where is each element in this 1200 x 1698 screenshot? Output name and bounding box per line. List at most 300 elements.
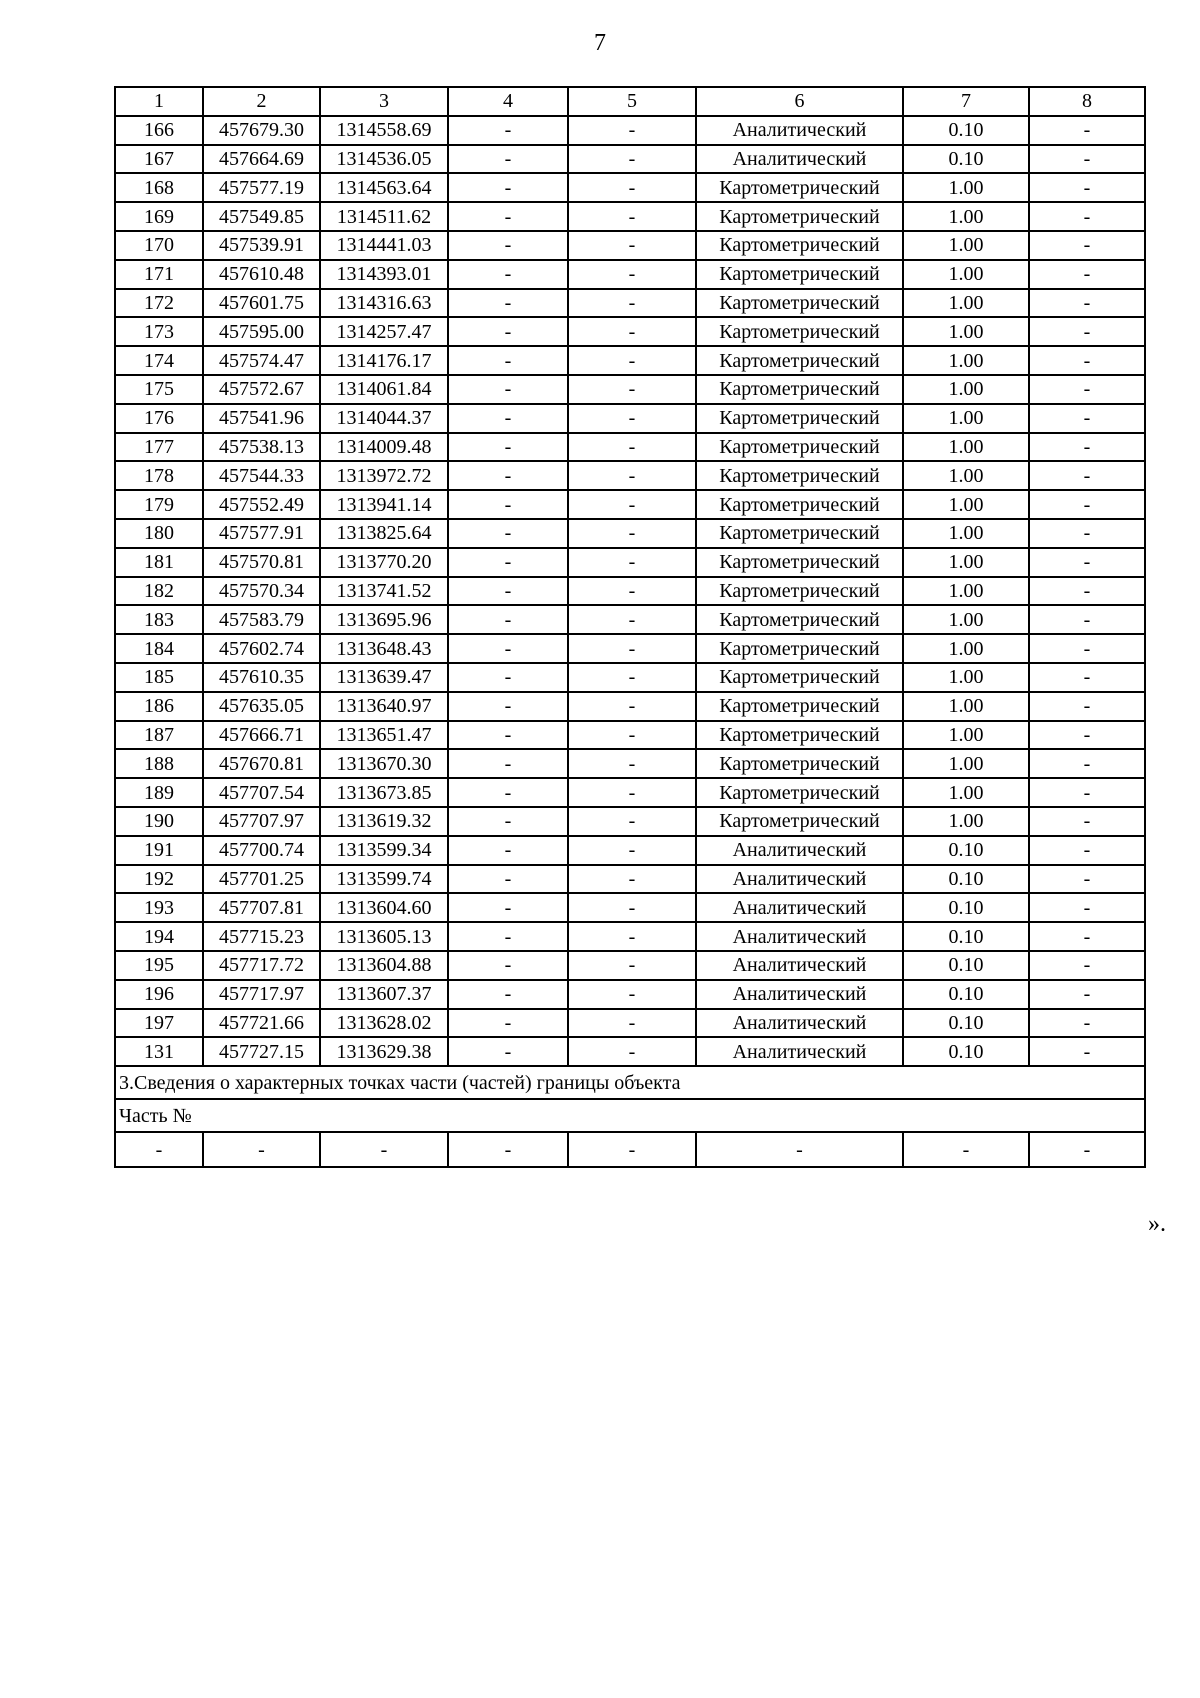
table-cell: 457572.67 bbox=[203, 375, 320, 404]
table-cell: - bbox=[1029, 577, 1145, 606]
table-cell: 1314441.03 bbox=[320, 231, 448, 260]
table-cell: 1.00 bbox=[903, 231, 1029, 260]
table-cell: - bbox=[448, 721, 568, 750]
table-row bbox=[115, 519, 1145, 548]
table-cell: Аналитический bbox=[696, 116, 903, 145]
table-cell: - bbox=[568, 721, 696, 750]
table-cell: 183 bbox=[115, 605, 203, 634]
table-cell: 167 bbox=[115, 145, 203, 174]
table-cell: 457570.34 bbox=[203, 577, 320, 606]
table-cell: - bbox=[1029, 605, 1145, 634]
table-cell: 131 bbox=[115, 1037, 203, 1066]
table-cell: Аналитический bbox=[696, 893, 903, 922]
table-cell: - bbox=[1029, 461, 1145, 490]
table-cell: - bbox=[568, 1009, 696, 1038]
empty-part-row bbox=[115, 1132, 1145, 1167]
table-cell: - bbox=[448, 116, 568, 145]
table-cell: - bbox=[1029, 202, 1145, 231]
table-cell: 1.00 bbox=[903, 202, 1029, 231]
table-row bbox=[115, 346, 1145, 375]
table-cell: 197 bbox=[115, 1009, 203, 1038]
table-cell: 1.00 bbox=[903, 346, 1029, 375]
table-cell: Картометрический bbox=[696, 749, 903, 778]
table-cell: Картометрический bbox=[696, 692, 903, 721]
table-row bbox=[115, 663, 1145, 692]
table-cell: - bbox=[1029, 1009, 1145, 1038]
table-cell: - bbox=[1029, 116, 1145, 145]
table-cell: 1314257.47 bbox=[320, 317, 448, 346]
table-cell: 1314044.37 bbox=[320, 404, 448, 433]
table-cell: - bbox=[448, 663, 568, 692]
table-cell: 457679.30 bbox=[203, 116, 320, 145]
table-cell: - bbox=[448, 865, 568, 894]
table-row bbox=[115, 749, 1145, 778]
table-cell: 457610.48 bbox=[203, 260, 320, 289]
table-cell: - bbox=[1029, 289, 1145, 318]
table-cell: Картометрический bbox=[696, 605, 903, 634]
table-cell: - bbox=[568, 461, 696, 490]
table-row bbox=[115, 548, 1145, 577]
page-number: 7 bbox=[594, 30, 606, 56]
table-cell: - bbox=[1029, 749, 1145, 778]
table-cell: - bbox=[448, 1037, 568, 1066]
table-cell: 175 bbox=[115, 375, 203, 404]
table-cell: - bbox=[448, 922, 568, 951]
table-cell: - bbox=[568, 749, 696, 778]
table-row bbox=[115, 807, 1145, 836]
table-cell: Картометрический bbox=[696, 548, 903, 577]
table-cell: Картометрический bbox=[696, 289, 903, 318]
table-cell: - bbox=[448, 289, 568, 318]
table-cell: - bbox=[1029, 692, 1145, 721]
table-cell: Картометрический bbox=[696, 433, 903, 462]
table-cell: 166 bbox=[115, 116, 203, 145]
table-cell: 0.10 bbox=[903, 865, 1029, 894]
table-cell: - bbox=[448, 317, 568, 346]
table-cell: Картометрический bbox=[696, 634, 903, 663]
table-cell: - bbox=[448, 1009, 568, 1038]
table-cell: Картометрический bbox=[696, 461, 903, 490]
table-cell: 457666.71 bbox=[203, 721, 320, 750]
table-cell: 1314536.05 bbox=[320, 145, 448, 174]
table-cell: 0.10 bbox=[903, 145, 1029, 174]
table-cell: 0.10 bbox=[903, 980, 1029, 1009]
table-cell: - bbox=[448, 749, 568, 778]
table-cell: - bbox=[448, 461, 568, 490]
table-cell: - bbox=[448, 346, 568, 375]
table-row bbox=[115, 433, 1145, 462]
table-cell: - bbox=[1029, 346, 1145, 375]
table-cell: - bbox=[1029, 404, 1145, 433]
table-row bbox=[115, 289, 1145, 318]
table-cell: 457670.81 bbox=[203, 749, 320, 778]
table-cell: - bbox=[448, 202, 568, 231]
table-cell: - bbox=[448, 893, 568, 922]
table-cell: - bbox=[568, 778, 696, 807]
table-cell: 457610.35 bbox=[203, 663, 320, 692]
table-cell: 1313670.30 bbox=[320, 749, 448, 778]
table-cell: Картометрический bbox=[696, 346, 903, 375]
table-cell: Картометрический bbox=[696, 260, 903, 289]
table-cell: Аналитический bbox=[696, 1037, 903, 1066]
table-cell: 0.10 bbox=[903, 893, 1029, 922]
table-cell: 1.00 bbox=[903, 634, 1029, 663]
table-cell: 169 bbox=[115, 202, 203, 231]
table-row bbox=[115, 893, 1145, 922]
table-row bbox=[115, 634, 1145, 663]
table-cell: - bbox=[448, 577, 568, 606]
table-cell: 195 bbox=[115, 951, 203, 980]
table-cell: - bbox=[320, 1132, 448, 1167]
table-cell: 1313607.37 bbox=[320, 980, 448, 1009]
table-cell: - bbox=[568, 865, 696, 894]
table-row bbox=[115, 577, 1145, 606]
table-cell: 457717.97 bbox=[203, 980, 320, 1009]
table-cell: 1.00 bbox=[903, 519, 1029, 548]
table-row bbox=[115, 231, 1145, 260]
table-cell: 457601.75 bbox=[203, 289, 320, 318]
table-cell: 1313648.43 bbox=[320, 634, 448, 663]
table-cell: 1313639.47 bbox=[320, 663, 448, 692]
table-cell: - bbox=[568, 807, 696, 836]
table-cell: - bbox=[1029, 893, 1145, 922]
table-cell: - bbox=[1029, 231, 1145, 260]
table-cell: 1314316.63 bbox=[320, 289, 448, 318]
table-cell: - bbox=[568, 404, 696, 433]
table-row bbox=[115, 778, 1145, 807]
table-cell: 184 bbox=[115, 634, 203, 663]
table-cell: - bbox=[568, 173, 696, 202]
table-row bbox=[115, 317, 1145, 346]
section-title: 3.Сведения о характерных точках части (частей) границы объекта bbox=[115, 1066, 1145, 1099]
table-cell: - bbox=[448, 260, 568, 289]
table-cell: - bbox=[448, 173, 568, 202]
part-label-row bbox=[115, 1099, 1145, 1132]
table-cell: 1314061.84 bbox=[320, 375, 448, 404]
table-cell: - bbox=[1029, 260, 1145, 289]
table-cell: - bbox=[448, 980, 568, 1009]
table-cell: - bbox=[203, 1132, 320, 1167]
table-cell: - bbox=[448, 836, 568, 865]
table-row bbox=[115, 836, 1145, 865]
table-cell: 1.00 bbox=[903, 548, 1029, 577]
table-cell: 1.00 bbox=[903, 749, 1029, 778]
table-cell: - bbox=[448, 605, 568, 634]
table-cell: 1.00 bbox=[903, 778, 1029, 807]
table-cell: 1313673.85 bbox=[320, 778, 448, 807]
table-cell: 191 bbox=[115, 836, 203, 865]
table-cell: 1313972.72 bbox=[320, 461, 448, 490]
table-cell: - bbox=[448, 778, 568, 807]
table-row bbox=[115, 145, 1145, 174]
table-cell: 457544.33 bbox=[203, 461, 320, 490]
table-cell: - bbox=[568, 980, 696, 1009]
table-cell: 186 bbox=[115, 692, 203, 721]
table-cell: Аналитический bbox=[696, 951, 903, 980]
table-cell: 457701.25 bbox=[203, 865, 320, 894]
table-cell: 1313599.74 bbox=[320, 865, 448, 894]
table-cell: - bbox=[1029, 663, 1145, 692]
table-cell: 1313695.96 bbox=[320, 605, 448, 634]
table-cell: 185 bbox=[115, 663, 203, 692]
table-cell: 187 bbox=[115, 721, 203, 750]
table-row bbox=[115, 375, 1145, 404]
table-cell: 193 bbox=[115, 893, 203, 922]
table-row bbox=[115, 404, 1145, 433]
table-cell: Картометрический bbox=[696, 173, 903, 202]
table-cell: 0.10 bbox=[903, 1037, 1029, 1066]
table-cell: - bbox=[448, 807, 568, 836]
table-cell: 190 bbox=[115, 807, 203, 836]
table-cell: - bbox=[568, 951, 696, 980]
table-cell: 1.00 bbox=[903, 260, 1029, 289]
table-cell: - bbox=[568, 346, 696, 375]
table-cell: 1313825.64 bbox=[320, 519, 448, 548]
table-cell: - bbox=[448, 951, 568, 980]
table-cell: Картометрический bbox=[696, 490, 903, 519]
closing-quote-mark: ». bbox=[1148, 1211, 1166, 1237]
table-cell: 457549.85 bbox=[203, 202, 320, 231]
column-header: 3 bbox=[320, 87, 448, 116]
table-cell: 457707.97 bbox=[203, 807, 320, 836]
table-cell: 1.00 bbox=[903, 433, 1029, 462]
table-cell: 192 bbox=[115, 865, 203, 894]
table-row bbox=[115, 461, 1145, 490]
table-cell: 457700.74 bbox=[203, 836, 320, 865]
table-cell: Картометрический bbox=[696, 778, 903, 807]
table-cell: Аналитический bbox=[696, 865, 903, 894]
table-cell: 178 bbox=[115, 461, 203, 490]
table-cell: 1.00 bbox=[903, 317, 1029, 346]
table-cell: - bbox=[1029, 548, 1145, 577]
table-cell: 188 bbox=[115, 749, 203, 778]
table-cell: 1313770.20 bbox=[320, 548, 448, 577]
table-cell: 182 bbox=[115, 577, 203, 606]
table-cell: 457577.91 bbox=[203, 519, 320, 548]
table-cell: - bbox=[448, 231, 568, 260]
table-cell: Аналитический bbox=[696, 922, 903, 951]
table-cell: 457595.00 bbox=[203, 317, 320, 346]
table-cell: 457707.81 bbox=[203, 893, 320, 922]
table-cell: 1314511.62 bbox=[320, 202, 448, 231]
table-cell: - bbox=[448, 433, 568, 462]
column-header: 5 bbox=[568, 87, 696, 116]
table-cell: - bbox=[568, 634, 696, 663]
table-cell: 1313619.32 bbox=[320, 807, 448, 836]
table-cell: - bbox=[1029, 922, 1145, 951]
table-cell: 457635.05 bbox=[203, 692, 320, 721]
table-cell: 1.00 bbox=[903, 490, 1029, 519]
table-cell: - bbox=[1029, 375, 1145, 404]
table-cell: 1314558.69 bbox=[320, 116, 448, 145]
table-cell: - bbox=[568, 548, 696, 577]
table-cell: 457570.81 bbox=[203, 548, 320, 577]
table-cell: - bbox=[568, 605, 696, 634]
table-cell: - bbox=[568, 836, 696, 865]
table-cell: 1313640.97 bbox=[320, 692, 448, 721]
table-cell: 457539.91 bbox=[203, 231, 320, 260]
table-row bbox=[115, 202, 1145, 231]
table-cell: - bbox=[1029, 1037, 1145, 1066]
table-cell: 194 bbox=[115, 922, 203, 951]
table-row bbox=[115, 116, 1145, 145]
table-cell: - bbox=[448, 519, 568, 548]
table-cell: 457664.69 bbox=[203, 145, 320, 174]
table-cell: 457707.54 bbox=[203, 778, 320, 807]
table-cell: - bbox=[568, 490, 696, 519]
column-header: 4 bbox=[448, 87, 568, 116]
table-cell: - bbox=[1029, 836, 1145, 865]
table-cell: 1313941.14 bbox=[320, 490, 448, 519]
table-cell: - bbox=[448, 548, 568, 577]
table-cell: Картометрический bbox=[696, 231, 903, 260]
table-cell: - bbox=[1029, 865, 1145, 894]
table-cell: Картометрический bbox=[696, 807, 903, 836]
table-cell: 180 bbox=[115, 519, 203, 548]
table-cell: - bbox=[568, 289, 696, 318]
table-body bbox=[115, 87, 1145, 1167]
table-cell: - bbox=[568, 116, 696, 145]
table-cell: 173 bbox=[115, 317, 203, 346]
table-cell: 1313599.34 bbox=[320, 836, 448, 865]
table-cell: 457552.49 bbox=[203, 490, 320, 519]
column-header: 8 bbox=[1029, 87, 1145, 116]
table-cell: - bbox=[448, 634, 568, 663]
table-cell: - bbox=[1029, 951, 1145, 980]
table-cell: 457721.66 bbox=[203, 1009, 320, 1038]
table-cell: 1.00 bbox=[903, 663, 1029, 692]
table-cell: 176 bbox=[115, 404, 203, 433]
table-cell: 457538.13 bbox=[203, 433, 320, 462]
table-row bbox=[115, 865, 1145, 894]
table-cell: - bbox=[1029, 1132, 1145, 1167]
table-cell: 457602.74 bbox=[203, 634, 320, 663]
table-cell: 457577.19 bbox=[203, 173, 320, 202]
table-cell: Картометрический bbox=[696, 202, 903, 231]
table-cell: 1314176.17 bbox=[320, 346, 448, 375]
table-cell: Аналитический bbox=[696, 145, 903, 174]
table-cell: - bbox=[568, 231, 696, 260]
table-cell: 1.00 bbox=[903, 605, 1029, 634]
table-cell: - bbox=[568, 692, 696, 721]
table-cell: Картометрический bbox=[696, 404, 903, 433]
coordinates-table-container bbox=[114, 86, 1146, 1168]
coordinates-table bbox=[114, 86, 1146, 1168]
table-cell: 181 bbox=[115, 548, 203, 577]
table-row bbox=[115, 605, 1145, 634]
table-row bbox=[115, 692, 1145, 721]
table-cell: 1.00 bbox=[903, 404, 1029, 433]
table-cell: 1.00 bbox=[903, 289, 1029, 318]
table-cell: - bbox=[448, 145, 568, 174]
table-cell: 196 bbox=[115, 980, 203, 1009]
table-row bbox=[115, 980, 1145, 1009]
table-cell: 0.10 bbox=[903, 836, 1029, 865]
table-cell: - bbox=[568, 1132, 696, 1167]
table-cell: - bbox=[1029, 490, 1145, 519]
table-cell: Картометрический bbox=[696, 317, 903, 346]
table-cell: 1313605.13 bbox=[320, 922, 448, 951]
table-row bbox=[115, 1009, 1145, 1038]
table-cell: - bbox=[568, 433, 696, 462]
table-row bbox=[115, 951, 1145, 980]
table-cell: Аналитический bbox=[696, 1009, 903, 1038]
part-label: Часть № bbox=[115, 1099, 1145, 1132]
table-cell: Картометрический bbox=[696, 577, 903, 606]
table-row bbox=[115, 260, 1145, 289]
table-cell: - bbox=[448, 692, 568, 721]
table-cell: 174 bbox=[115, 346, 203, 375]
table-cell: 0.10 bbox=[903, 116, 1029, 145]
table-cell: - bbox=[568, 202, 696, 231]
table-cell: - bbox=[1029, 778, 1145, 807]
table-cell: Аналитический bbox=[696, 980, 903, 1009]
table-cell: 168 bbox=[115, 173, 203, 202]
table-cell: 1.00 bbox=[903, 577, 1029, 606]
table-cell: 457727.15 bbox=[203, 1037, 320, 1066]
table-cell: Аналитический bbox=[696, 836, 903, 865]
table-cell: - bbox=[568, 1037, 696, 1066]
table-cell: - bbox=[448, 375, 568, 404]
table-cell: 457541.96 bbox=[203, 404, 320, 433]
table-cell: - bbox=[1029, 433, 1145, 462]
table-cell: Картометрический bbox=[696, 721, 903, 750]
table-cell: 1.00 bbox=[903, 721, 1029, 750]
table-cell: - bbox=[1029, 634, 1145, 663]
table-cell: 1.00 bbox=[903, 173, 1029, 202]
table-cell: Картометрический bbox=[696, 663, 903, 692]
table-cell: 457583.79 bbox=[203, 605, 320, 634]
table-cell: - bbox=[568, 145, 696, 174]
table-row bbox=[115, 1037, 1145, 1066]
table-cell: 457715.23 bbox=[203, 922, 320, 951]
table-cell: - bbox=[568, 893, 696, 922]
column-header: 2 bbox=[203, 87, 320, 116]
table-row bbox=[115, 490, 1145, 519]
table-cell: 1.00 bbox=[903, 461, 1029, 490]
table-cell: 0.10 bbox=[903, 922, 1029, 951]
table-cell: - bbox=[568, 922, 696, 951]
table-cell: 189 bbox=[115, 778, 203, 807]
table-cell: - bbox=[448, 404, 568, 433]
table-cell: - bbox=[1029, 519, 1145, 548]
table-cell: 1313629.38 bbox=[320, 1037, 448, 1066]
table-cell: 457717.72 bbox=[203, 951, 320, 980]
table-cell: 171 bbox=[115, 260, 203, 289]
table-cell: 1314393.01 bbox=[320, 260, 448, 289]
table-cell: 170 bbox=[115, 231, 203, 260]
column-header: 6 bbox=[696, 87, 903, 116]
table-cell: 0.10 bbox=[903, 1009, 1029, 1038]
table-cell: - bbox=[1029, 980, 1145, 1009]
table-cell: - bbox=[448, 490, 568, 519]
table-cell: - bbox=[1029, 317, 1145, 346]
table-cell: - bbox=[1029, 173, 1145, 202]
table-cell: 1314009.48 bbox=[320, 433, 448, 462]
table-header-row bbox=[115, 87, 1145, 116]
table-cell: 1.00 bbox=[903, 375, 1029, 404]
table-row bbox=[115, 173, 1145, 202]
table-cell: 1314563.64 bbox=[320, 173, 448, 202]
table-cell: - bbox=[448, 1132, 568, 1167]
table-cell: - bbox=[115, 1132, 203, 1167]
table-cell: - bbox=[696, 1132, 903, 1167]
table-cell: 179 bbox=[115, 490, 203, 519]
table-cell: Картометрический bbox=[696, 519, 903, 548]
table-cell: - bbox=[568, 375, 696, 404]
column-header: 7 bbox=[903, 87, 1029, 116]
table-cell: 457574.47 bbox=[203, 346, 320, 375]
